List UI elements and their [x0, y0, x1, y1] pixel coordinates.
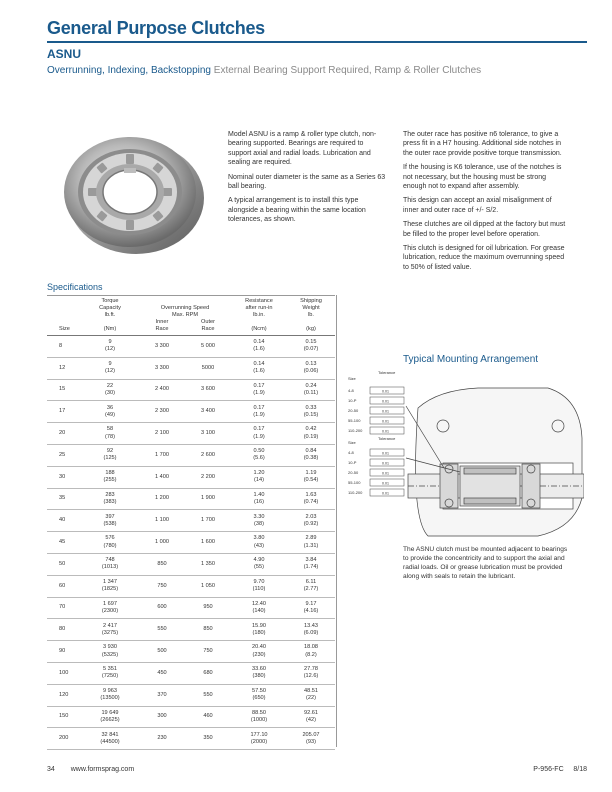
cell-inner-speed: 2 300	[139, 401, 185, 423]
svg-text:4-8: 4-8	[348, 450, 354, 455]
cell-inner-speed: 1 400	[139, 466, 185, 488]
table-row	[47, 444, 335, 466]
header-shipping-unit: (kg)	[287, 319, 335, 336]
cell-inner-speed: 1 200	[139, 488, 185, 510]
table-row	[47, 532, 335, 554]
cell-resistance: 3.30 (38)	[231, 510, 287, 532]
cell-size: 30	[47, 466, 81, 488]
cell-outer-speed: 1 050	[185, 575, 231, 597]
clutch-photo	[58, 128, 208, 258]
cell-torque: 58 (78)	[81, 423, 139, 445]
table-row	[47, 553, 335, 575]
cell-inner-speed: 300	[139, 706, 185, 728]
cell-inner-speed: 3 300	[139, 357, 185, 379]
cell-inner-speed: 230	[139, 728, 185, 750]
model-name: ASNU	[47, 47, 82, 61]
mounting-title: Typical Mounting Arrangement	[403, 354, 539, 365]
cell-inner-speed: 370	[139, 684, 185, 706]
cell-outer-speed: 3 600	[185, 379, 231, 401]
header-shipping: Shipping Weight lb.	[300, 298, 322, 318]
cell-outer-speed: 1 700	[185, 510, 231, 532]
desc-paragraph: This design can accept an axial misalignment of inner and outer race of +/- S/2.	[403, 197, 552, 214]
svg-text:110-200: 110-200	[348, 428, 363, 433]
cell-resistance: 12.40 (140)	[231, 597, 287, 619]
desc-paragraph: Nominal outer diameter is the same as a Series 63 ball bearing.	[228, 173, 386, 191]
cell-size: 200	[47, 728, 81, 750]
table-row	[47, 357, 335, 379]
specifications-title: Specifications	[47, 282, 103, 292]
desc-paragraph: If the housing is K6 tolerance, use of the notches is not necessary, but the housing must be strong enough not to expand after assembly.	[403, 164, 562, 191]
cell-outer-speed: 750	[185, 641, 231, 663]
cell-resistance: 20.40 (230)	[231, 641, 287, 663]
cell-torque: 188 (255)	[81, 466, 139, 488]
drawing-shaft-tol-header: Tolerance	[378, 370, 396, 375]
cell-resistance: 4.90 (55)	[231, 553, 287, 575]
cell-size: 70	[47, 597, 81, 619]
cell-torque: 283 (383)	[81, 488, 139, 510]
cell-resistance: 0.17 (1.9)	[231, 423, 287, 445]
header-inner: Inner Race	[139, 319, 185, 336]
desc-paragraph: The outer race has positive n6 tolerance, to give a press fit in a H7 housing. Additional side notches in the outer race provide positive torque transmission.	[403, 131, 562, 157]
table-row	[47, 379, 335, 401]
cell-size: 120	[47, 684, 81, 706]
cell-inner-speed: 1 700	[139, 444, 185, 466]
cell-outer-speed: 5 000	[185, 336, 231, 358]
header-outer: Outer Race	[185, 319, 231, 336]
cell-torque: 9 (12)	[81, 357, 139, 379]
cell-size: 80	[47, 619, 81, 641]
page-number: 34	[47, 766, 55, 773]
mounting-note: The ASNU clutch must be mounted adjacent to bearings to provide the concentricity and to support the axial and radial loads. Oil or grease lubrication must be provided along with seals to retain the lubricant.	[403, 546, 568, 580]
specifications-body	[47, 336, 335, 750]
cell-weight: 6.11 (2.77)	[287, 575, 335, 597]
cell-resistance: 3.80 (43)	[231, 532, 287, 554]
cell-torque: 1 697 (2300)	[81, 597, 139, 619]
cell-size: 45	[47, 532, 81, 554]
doc-code: P-956-FC	[533, 766, 564, 773]
cell-outer-speed: 3 400	[185, 401, 231, 423]
cell-torque: 2 417 (3275)	[81, 619, 139, 641]
cell-size: 40	[47, 510, 81, 532]
title-rule	[47, 41, 587, 43]
cell-inner-speed: 1 000	[139, 532, 185, 554]
cell-outer-speed: 950	[185, 597, 231, 619]
cell-size: 100	[47, 662, 81, 684]
subtitle-rest: External Bearing Support Required, Ramp & Roller Clutches	[213, 65, 482, 76]
cell-size: 12	[47, 357, 81, 379]
header-torque: Torque Capacity lb.ft.	[99, 298, 121, 318]
table-row	[47, 466, 335, 488]
drawing-housing-label: Size	[348, 440, 356, 445]
cell-torque: 576 (780)	[81, 532, 139, 554]
svg-text:10-P: 10-P	[348, 460, 357, 465]
cell-torque: 9 963 (13500)	[81, 684, 139, 706]
cell-torque: 32 841 (44500)	[81, 728, 139, 750]
cell-outer-speed: 680	[185, 662, 231, 684]
svg-text:55-100: 55-100	[348, 418, 361, 423]
cell-outer-speed: 350	[185, 728, 231, 750]
mounting-drawing	[348, 368, 584, 540]
cell-resistance: 0.14 (1.6)	[231, 357, 287, 379]
cell-size: 15	[47, 379, 81, 401]
cell-torque: 22 (30)	[81, 379, 139, 401]
description-column-b	[403, 130, 568, 277]
svg-text:0.01: 0.01	[382, 491, 389, 496]
svg-text:20-50: 20-50	[348, 470, 359, 475]
cell-inner-speed: 1 100	[139, 510, 185, 532]
cell-inner-speed: 3 300	[139, 336, 185, 358]
table-row	[47, 575, 335, 597]
cell-inner-speed: 850	[139, 553, 185, 575]
cell-size: 17	[47, 401, 81, 423]
cell-inner-speed: 500	[139, 641, 185, 663]
specifications-table	[47, 295, 335, 750]
svg-text:4-8: 4-8	[348, 388, 354, 393]
table-row	[47, 401, 335, 423]
cell-size: 60	[47, 575, 81, 597]
cell-size: 150	[47, 706, 81, 728]
cell-resistance: 177.10 (2000)	[231, 728, 287, 750]
header-resistance: Resistance after run-in lb.in.	[245, 298, 273, 318]
cell-weight: 2.03 (0.92)	[287, 510, 335, 532]
svg-text:20-50: 20-50	[348, 408, 359, 413]
doc-date: 8/18	[573, 766, 587, 773]
header-overrunning: Overrunning Speed Max. RPM	[160, 305, 210, 318]
cell-resistance: 33.60 (380)	[231, 662, 287, 684]
drawing-shaft-label: Size	[348, 376, 356, 381]
page-title: General Purpose Clutches	[47, 18, 265, 38]
cell-inner-speed: 2 100	[139, 423, 185, 445]
cell-weight: 1.63 (0.74)	[287, 488, 335, 510]
cell-weight: 0.24 (0.11)	[287, 379, 335, 401]
desc-paragraph: These clutches are oil dipped at the factory but must be filled to the proper level before operation.	[403, 221, 566, 238]
cell-weight: 48.51 (22)	[287, 684, 335, 706]
cell-weight: 1.19 (0.54)	[287, 466, 335, 488]
cell-weight: 0.33 (0.15)	[287, 401, 335, 423]
cell-weight: 27.78 (12.6)	[287, 662, 335, 684]
svg-text:0.01: 0.01	[382, 399, 389, 404]
cell-weight: 0.13 (0.06)	[287, 357, 335, 379]
table-row	[47, 510, 335, 532]
cell-size: 50	[47, 553, 81, 575]
cell-inner-speed: 600	[139, 597, 185, 619]
cell-outer-speed: 2 200	[185, 466, 231, 488]
table-row	[47, 336, 335, 358]
cell-weight: 0.15 (0.07)	[287, 336, 335, 358]
cell-torque: 92 (125)	[81, 444, 139, 466]
cell-torque: 36 (49)	[81, 401, 139, 423]
table-row	[47, 728, 335, 750]
cell-outer-speed: 1 600	[185, 532, 231, 554]
cell-weight: 92.61 (42)	[287, 706, 335, 728]
table-row	[47, 423, 335, 445]
cell-size: 90	[47, 641, 81, 663]
svg-text:0.01: 0.01	[382, 409, 389, 414]
svg-text:0.01: 0.01	[382, 471, 389, 476]
cell-torque: 3 930 (5325)	[81, 641, 139, 663]
svg-text:55-100: 55-100	[348, 480, 361, 485]
cell-outer-speed: 5000	[185, 357, 231, 379]
svg-text:110-200: 110-200	[348, 490, 363, 495]
svg-text:10-P: 10-P	[348, 398, 357, 403]
cell-torque: 1 347 (1825)	[81, 575, 139, 597]
cell-resistance: 0.17 (1.9)	[231, 379, 287, 401]
header-resistance-unit: (Ncm)	[231, 319, 287, 336]
table-row	[47, 619, 335, 641]
svg-text:0.01: 0.01	[382, 429, 389, 434]
table-row	[47, 662, 335, 684]
cell-weight: 9.17 (4.16)	[287, 597, 335, 619]
cell-weight: 2.89 (1.31)	[287, 532, 335, 554]
desc-paragraph: A typical arrangement is to install this type alongside a bearing within the same location tolerances, as shown.	[228, 197, 366, 224]
table-right-border	[336, 295, 337, 747]
cell-outer-speed: 1 350	[185, 553, 231, 575]
cell-resistance: 0.17 (1.9)	[231, 401, 287, 423]
cell-size: 8	[47, 336, 81, 358]
cell-torque: 397 (538)	[81, 510, 139, 532]
cell-weight: 3.84 (1.74)	[287, 553, 335, 575]
cell-size: 35	[47, 488, 81, 510]
header-size: Size	[47, 319, 81, 336]
cell-outer-speed: 460	[185, 706, 231, 728]
cell-resistance: 88.50 (1000)	[231, 706, 287, 728]
cell-resistance: 57.50 (650)	[231, 684, 287, 706]
cell-resistance: 15.90 (180)	[231, 619, 287, 641]
cell-outer-speed: 3 100	[185, 423, 231, 445]
drawing-housing-tol-header: Tolerance	[378, 436, 396, 441]
svg-text:0.01: 0.01	[382, 389, 389, 394]
cell-outer-speed: 1 900	[185, 488, 231, 510]
cell-weight: 0.42 (0.19)	[287, 423, 335, 445]
cell-torque: 748 (1013)	[81, 553, 139, 575]
cell-inner-speed: 450	[139, 662, 185, 684]
table-row	[47, 641, 335, 663]
cell-resistance: 0.50 (5.6)	[231, 444, 287, 466]
table-row	[47, 706, 335, 728]
cell-torque: 19 649 (26625)	[81, 706, 139, 728]
cell-inner-speed: 750	[139, 575, 185, 597]
svg-text:0.01: 0.01	[382, 461, 389, 466]
subtitle	[47, 65, 481, 76]
cell-weight: 18.08 (8.2)	[287, 641, 335, 663]
table-row	[47, 488, 335, 510]
desc-paragraph: This clutch is designed for oil lubrication. For grease lubrication, reduce the maximum overrunning speed to 50% of listed value.	[403, 245, 565, 271]
svg-text:0.01: 0.01	[382, 451, 389, 456]
desc-paragraph: Model ASNU is a ramp & roller type clutch, non-bearing supported. Bearings are required to support axial and radial loads. Lubrication and sealing are required.	[228, 131, 377, 167]
table-row	[47, 684, 335, 706]
subtitle-highlight: Overrunning, Indexing, Backstopping	[47, 65, 211, 76]
cell-torque: 9 (12)	[81, 336, 139, 358]
cell-inner-speed: 550	[139, 619, 185, 641]
cell-size: 20	[47, 423, 81, 445]
cell-outer-speed: 550	[185, 684, 231, 706]
cell-weight: 0.84 (0.38)	[287, 444, 335, 466]
cell-weight: 205.07 (93)	[287, 728, 335, 750]
svg-text:0.01: 0.01	[382, 481, 389, 486]
cell-torque: 5 351 (7250)	[81, 662, 139, 684]
cell-outer-speed: 850	[185, 619, 231, 641]
cell-resistance: 9.70 (110)	[231, 575, 287, 597]
cell-resistance: 1.20 (14)	[231, 466, 287, 488]
table-row	[47, 597, 335, 619]
svg-text:0.01: 0.01	[382, 419, 389, 424]
cell-resistance: 1.40 (16)	[231, 488, 287, 510]
cell-outer-speed: 2 600	[185, 444, 231, 466]
description-column-a	[228, 130, 386, 230]
website-link[interactable]: www.formsprag.com	[70, 766, 135, 773]
cell-weight: 13.43 (6.09)	[287, 619, 335, 641]
cell-resistance: 0.14 (1.6)	[231, 336, 287, 358]
cell-inner-speed: 2 400	[139, 379, 185, 401]
header-torque-unit: (Nm)	[81, 319, 139, 336]
cell-size: 25	[47, 444, 81, 466]
